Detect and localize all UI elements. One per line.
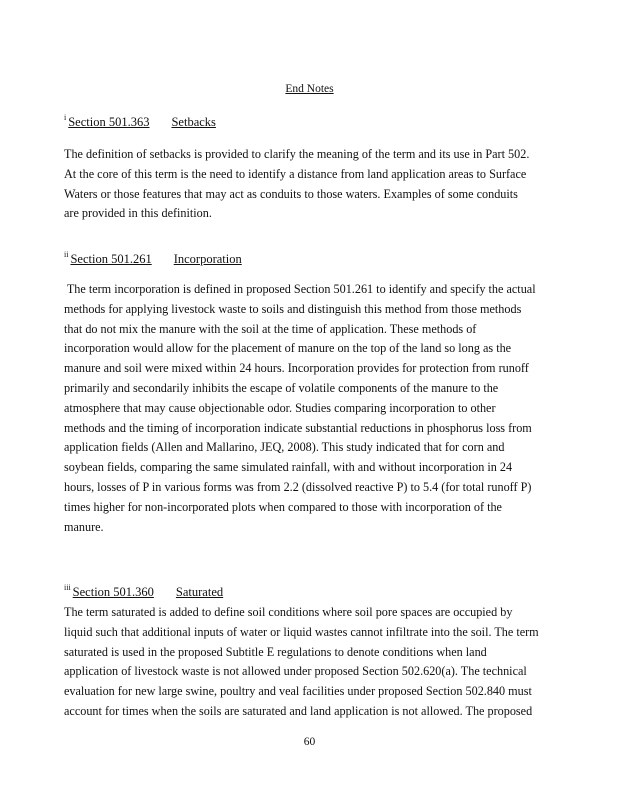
text-line: The definition of setbacks is provided to clarify the meaning of the term and its use in Part 502. (64, 147, 530, 161)
endnote-heading-saturated (64, 583, 223, 600)
text-line: primarily and secondarily inhibits the escape of volatile components of the manure to the (64, 380, 499, 395)
section-number: Section 501.360 (72, 585, 154, 599)
text-line: evaluation for new large swine, poultry and veal facilities under proposed Section 502.840 must (64, 684, 532, 699)
text-line: are provided in this definition. (64, 206, 212, 221)
section-number: Section 501.363 (68, 115, 150, 129)
endnote-heading-incorporation (64, 250, 242, 267)
text-line: At the core of this term is the need to identify a distance from land application areas to Surface (64, 166, 527, 181)
text-line: hours, losses of P in various forms was from 2.2 (dissolved reactive P) to 5.4 (for total runoff P) (64, 479, 532, 494)
text-line: soybean fields, comparing the same simulated rainfall, with and without incorporation in 24 (64, 460, 513, 475)
text-line: incorporation would allow for the placement of manure on the top of the land so long as the (64, 341, 512, 356)
page-title: End Notes (285, 83, 334, 95)
text-line: saturated is used in the proposed Subtitle E regulations to denote conditions when land (64, 644, 487, 659)
text-line: Waters or those features that may act as conduits to those waters. Examples of some conduits (64, 186, 518, 201)
text-line: atmosphere that may cause objectionable odor. Studies comparing incorporation to other (64, 400, 496, 415)
endnote-marker: iii (64, 583, 71, 592)
text-line: application fields (Allen and Mallarino, JEQ, 2008). This study indicated that for corn and (64, 440, 505, 455)
endnote-marker: i (64, 113, 67, 122)
defined-term: Saturated (175, 585, 224, 599)
text-line: methods and the timing of incorporation indicate substantial reductions in phosphorus loss from (64, 420, 532, 435)
text-line: The term saturated is added to define soil conditions where soil pore spaces are occupied by (64, 605, 513, 619)
text-line: liquid such that additional inputs of water or liquid wastes cannot infiltrate into the soil. The term (64, 624, 539, 639)
text-line: that do not mix the manure with the soil at the time of application. These methods of (64, 321, 477, 336)
endnote-body-incorporation (64, 280, 549, 537)
text-line: times higher for non-incorporated plots when compared to those with incorporation of the (64, 499, 502, 514)
text-line: The term incorporation is defined in proposed Section 501.261 to identify and specify the actual (64, 282, 536, 296)
text-line: manure. (64, 519, 104, 534)
endnote-body-saturated (64, 603, 549, 722)
text-line: account for times when the soils are saturated and land application is not allowed. The proposed (64, 703, 533, 718)
page-number: 60 (303, 736, 316, 748)
text-line: application of livestock waste is not allowed under proposed Section 502.620(a). The technical (64, 664, 527, 679)
endnote-body-setbacks (64, 145, 549, 224)
defined-term: Setbacks (171, 115, 216, 129)
defined-term: Incorporation (173, 252, 242, 266)
endnote-heading-setbacks (64, 113, 216, 130)
endnote-marker: ii (64, 250, 69, 259)
text-line: manure and soil were mixed within 24 hours. Incorporation provides for protection from runoff (64, 361, 529, 376)
text-line: methods for applying livestock waste to soils and distinguish this method from those methods (64, 301, 522, 316)
section-number: Section 501.261 (70, 252, 152, 266)
